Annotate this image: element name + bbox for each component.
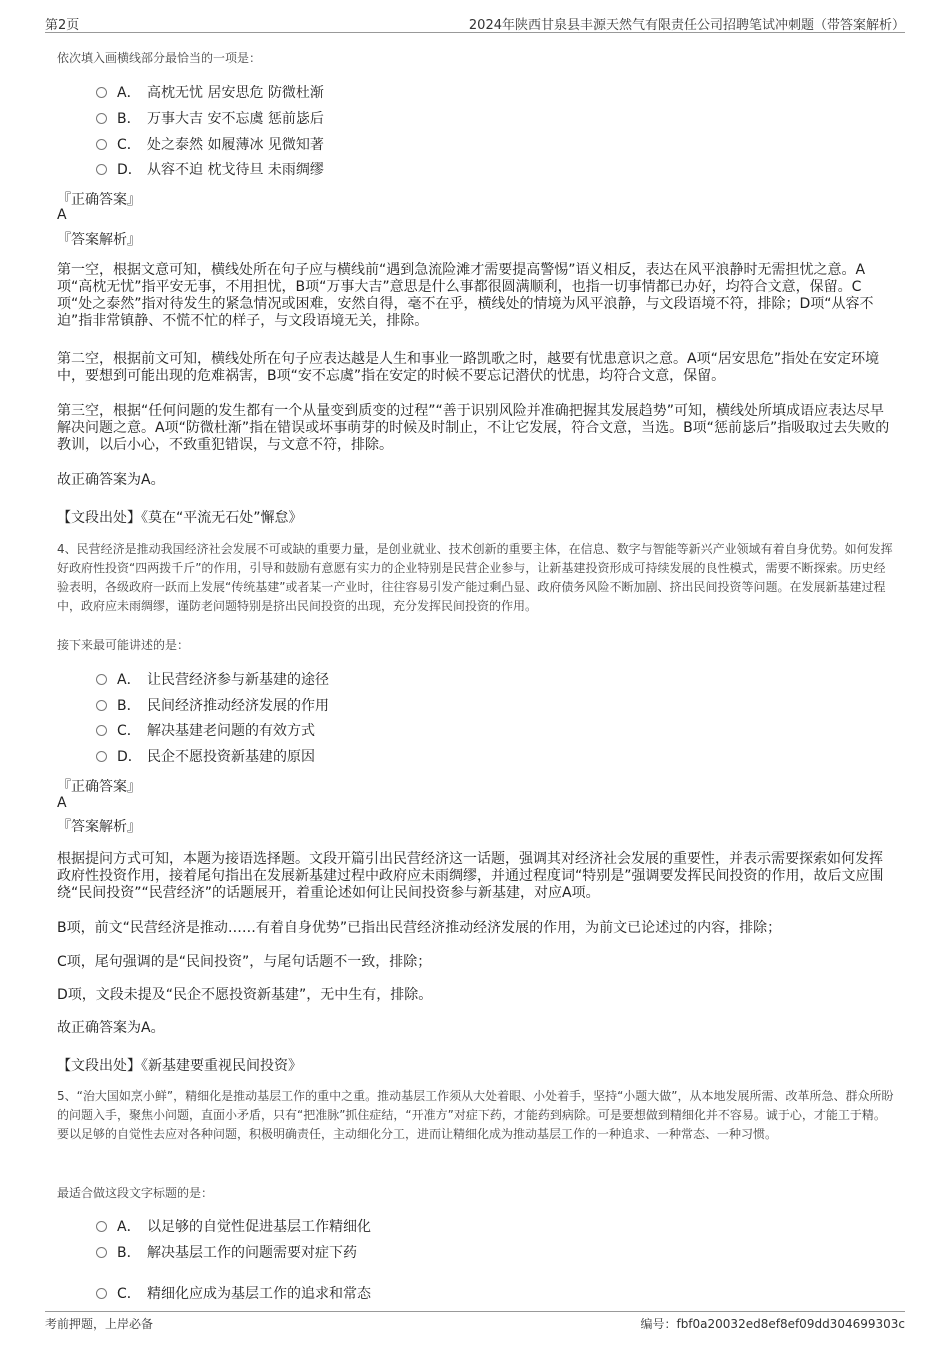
option-b[interactable]: B． 民间经济推动经济发展的作用	[96, 696, 329, 716]
document-title: 2024年陕西甘泉县丰源天然气有限责任公司招聘笔试冲刺题（带答案解析）	[468, 18, 905, 33]
analysis-label: 『答案解析』	[57, 232, 141, 248]
option-a[interactable]: A． 让民营经济参与新基建的途径	[96, 670, 329, 690]
analysis-conclusion: 故正确答案为A。	[57, 472, 165, 488]
option-a[interactable]: A． 以足够的自觉性促进基层工作精细化	[96, 1217, 371, 1237]
analysis-paragraph: 第三空，根据“任何问题的发生都有一个从量变到质变的过程”“善于识别风险并准确把握其发展趋势”可知，横线处所填成语应表达尽早解决问题之意。A项“防微杜渐”指在错误或坏事萌芽的时候及时制止，不让它发展，符合文意，当选。B项“惩前毖后”指吸取过去失败的教训，以后小心，不致重犯错误，与文意不符，排除。	[57, 403, 890, 453]
page-footer	[45, 1311, 905, 1332]
option-d[interactable]: D． 从容不迫 枕戈待旦 未雨绸缪	[96, 160, 324, 180]
analysis-paragraph: D项，文段未提及“民企不愿投资新基建”，无中生有，排除。	[57, 987, 433, 1003]
page-number: 第2页	[45, 18, 80, 33]
option-a[interactable]: A． 高枕无忧 居安思危 防微杜渐	[96, 83, 324, 103]
analysis-paragraph: 第一空，根据文意可知，横线处所在句子应与横线前“遇到急流险滩才需要提高警惕”语义相反，表达在风平浪静时无需担忧之意。A项“高枕无忧”指平安无事，不用担忧，B项“万事大吉”意思是什么事都很圆满顺利，也指一切事情都已办好，均符合文意，保留。C项“处之泰然”指对待发生的紧急情况或困难，安然自得，毫不在乎，横线处的情境为风平浪静，与文段语境不符，排除；D项“从容不迫”指非常镇静、不慌不忙的样子，与文段语境无关，排除。	[57, 262, 874, 329]
radio-icon[interactable]	[96, 139, 107, 150]
analysis-paragraph: C项，尾句强调的是“民间投资”，与尾句话题不一致，排除；	[57, 954, 432, 970]
question-text: 4、民营经济是推动我国经济社会发展不可或缺的重要力量，是创业就业、技术创新的重要主体，在信息、数字与智能等新兴产业领域有着自身优势。如何发挥好政府性投资“四两拨千斤”的作用，引导和鼓励有意愿有实力的企业特别是民营企业参与，让新基建投资形成可持续发展的良性模式，需要不断探索。历史经验表明，各级政府一跃而上发展“传统基建”或者某一产业时，往往容易引发产能过剩凸显、政府债务风险不断加剧、挤出民间投资等问题。在发展新基建过程中，政府应未雨绸缪，谨防老问题特别是挤出民间投资的出现，充分发挥民间投资的作用。	[57, 542, 893, 613]
question-prompt: 最适合做这段文字标题的是：	[57, 1186, 214, 1200]
radio-icon[interactable]	[96, 87, 107, 98]
radio-icon[interactable]	[96, 751, 107, 762]
passage-source: 【文段出处】《新基建要重视民间投资》	[57, 1058, 302, 1074]
answer-value: A	[57, 795, 67, 811]
analysis-conclusion: 故正确答案为A。	[57, 1020, 165, 1036]
radio-icon[interactable]	[96, 164, 107, 175]
option-b[interactable]: B． 解决基层工作的问题需要对症下药	[96, 1243, 357, 1263]
option-c[interactable]: C． 处之泰然 如履薄冰 见微知著	[96, 135, 324, 155]
question-text: 5、“治大国如烹小鲜”，精细化是推动基层工作的重中之重。推动基层工作须从大处着眼、小处着手，坚持“小题大做”，从本地发展所需、改革所急、群众所盼的问题入手，聚焦小问题，直面小矛盾，只有“把准脉”抓住症结，“开准方”对症下药，才能药到病除。可是要想做到精细化并不容易。诚于心，才能工于精。要以足够的自觉性去应对各种问题，积极明确责任，主动细化分工，进而让精细化成为推动基层工作的一种追求、一种常态、一种习惯。	[57, 1089, 894, 1141]
analysis-paragraph: B项，前文“民营经济是推动……有着自身优势”已指出民营经济推动经济发展的作用，为前文已论述过的内容，排除；	[57, 920, 782, 936]
option-b[interactable]: B． 万事大吉 安不忘虞 惩前毖后	[96, 109, 324, 129]
document-id: 编号：fbf0a20032ed8ef8ef09dd304699303c	[640, 1317, 905, 1331]
option-c[interactable]: C． 解决基建老问题的有效方式	[96, 721, 315, 741]
passage-source: 【文段出处】《莫在“平流无石处”懈怠》	[57, 510, 303, 526]
radio-icon[interactable]	[96, 1247, 107, 1258]
question-prompt: 接下来最可能讲述的是：	[57, 638, 190, 652]
option-c[interactable]: C． 精细化应成为基层工作的追求和常态	[96, 1284, 371, 1304]
option-d[interactable]: D． 民企不愿投资新基建的原因	[96, 747, 315, 767]
radio-icon[interactable]	[96, 113, 107, 124]
answer-label: 『正确答案』	[57, 192, 141, 208]
radio-icon[interactable]	[96, 1221, 107, 1232]
radio-icon[interactable]	[96, 725, 107, 736]
analysis-paragraph: 根据提问方式可知，本题为接语选择题。文段开篇引出民营经济这一话题，强调其对经济社会发展的重要性，并表示需要探索如何发挥政府性投资作用，接着尾句指出在发展新基建过程中政府应未雨绸缪，并通过程度词“特别是”强调要发挥民间投资的作用，故后文应围绕“民间投资”“民营经济”的话题展开，着重论述如何让民间投资参与新基建，对应A项。	[57, 851, 884, 901]
radio-icon[interactable]	[96, 674, 107, 685]
footer-slogan: 考前押题，上岸必备	[45, 1317, 154, 1331]
radio-icon[interactable]	[96, 700, 107, 711]
answer-label: 『正确答案』	[57, 779, 141, 795]
analysis-paragraph: 第二空，根据前文可知，横线处所在句子应表达越是人生和事业一路凯歌之时，越要有忧患意识之意。A项“居安思危”指处在安定环境中，要想到可能出现的危难祸害，B项“安不忘虞”指在安定的时候不要忘记潜伏的忧患，均符合文意，保留。	[57, 351, 880, 384]
radio-icon[interactable]	[96, 1288, 107, 1299]
answer-value: A	[57, 207, 67, 223]
page-header	[45, 12, 905, 33]
question-prompt: 依次填入画横线部分最恰当的一项是：	[57, 51, 262, 65]
analysis-label: 『答案解析』	[57, 819, 141, 835]
